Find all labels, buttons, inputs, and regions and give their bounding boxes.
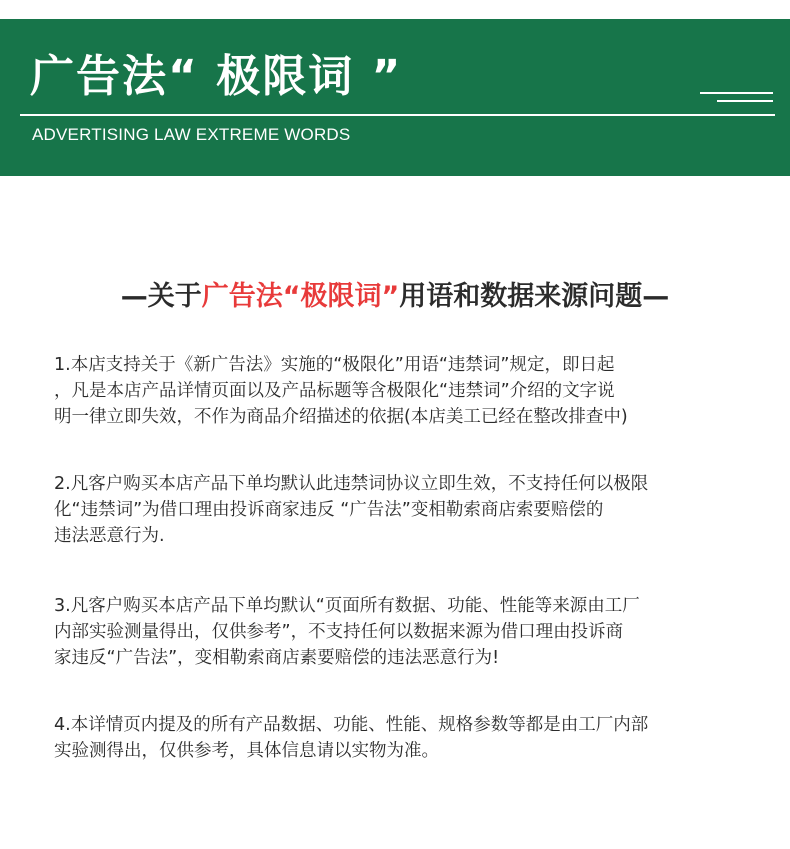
paragraph-line: 2.凡客户购买本店产品下单均默认此违禁词协议立即生效，不支持任何以极限 [54,474,649,494]
heading-prefix: —关于 [120,281,202,312]
decorative-line-top [700,92,773,94]
heading-highlight: 广告法“极限词” [201,281,400,312]
section-heading [0,279,790,314]
paragraph-line: 违法恶意行为. [54,526,165,546]
decorative-line-bottom [717,100,773,102]
paragraph-line: 3.凡客户购买本店产品下单均默认“页面所有数据、功能、性能等来源由工厂 [54,596,640,616]
paragraph-line: 家违反“广告法”，变相勒索商店素要赔偿的违法恶意行为! [54,648,500,668]
paragraph-1 [54,352,744,430]
banner-divider [20,114,775,116]
paragraph-line: 1.本店支持关于《新广告法》实施的“极限化”用语“违禁词”规定，即日起 [54,355,615,375]
header-banner [0,19,790,176]
banner-subtitle: ADVERTISING LAW EXTREME WORDS [32,125,351,144]
heading-suffix: 用语和数据来源问题— [399,281,670,312]
banner-title: 广告法“ 极限词 ” [30,51,403,102]
paragraph-line: 明一律立即失效，不作为商品介绍描述的依据(本店美工已经在整改排查中) [54,407,628,427]
paragraph-3 [54,593,744,671]
paragraph-line: 4.本详情页内提及的所有产品数据、功能、性能、规格参数等都是由工厂内部 [54,715,649,735]
paragraph-4 [54,712,744,764]
paragraph-line: 化“违禁词”为借口理由投诉商家违反 “广告法”变相勒索商店索要赔偿的 [54,500,604,520]
paragraph-line: 实验测得出，仅供参考，具体信息请以实物为准。 [54,741,439,761]
paragraph-line: 内部实验测量得出，仅供参考”，不支持任何以数据来源为借口理由投诉商 [54,622,624,642]
paragraph-2 [54,471,744,549]
paragraph-line: ，凡是本店产品详情页面以及产品标题等含极限化“违禁词”介绍的文字说 [54,381,615,401]
